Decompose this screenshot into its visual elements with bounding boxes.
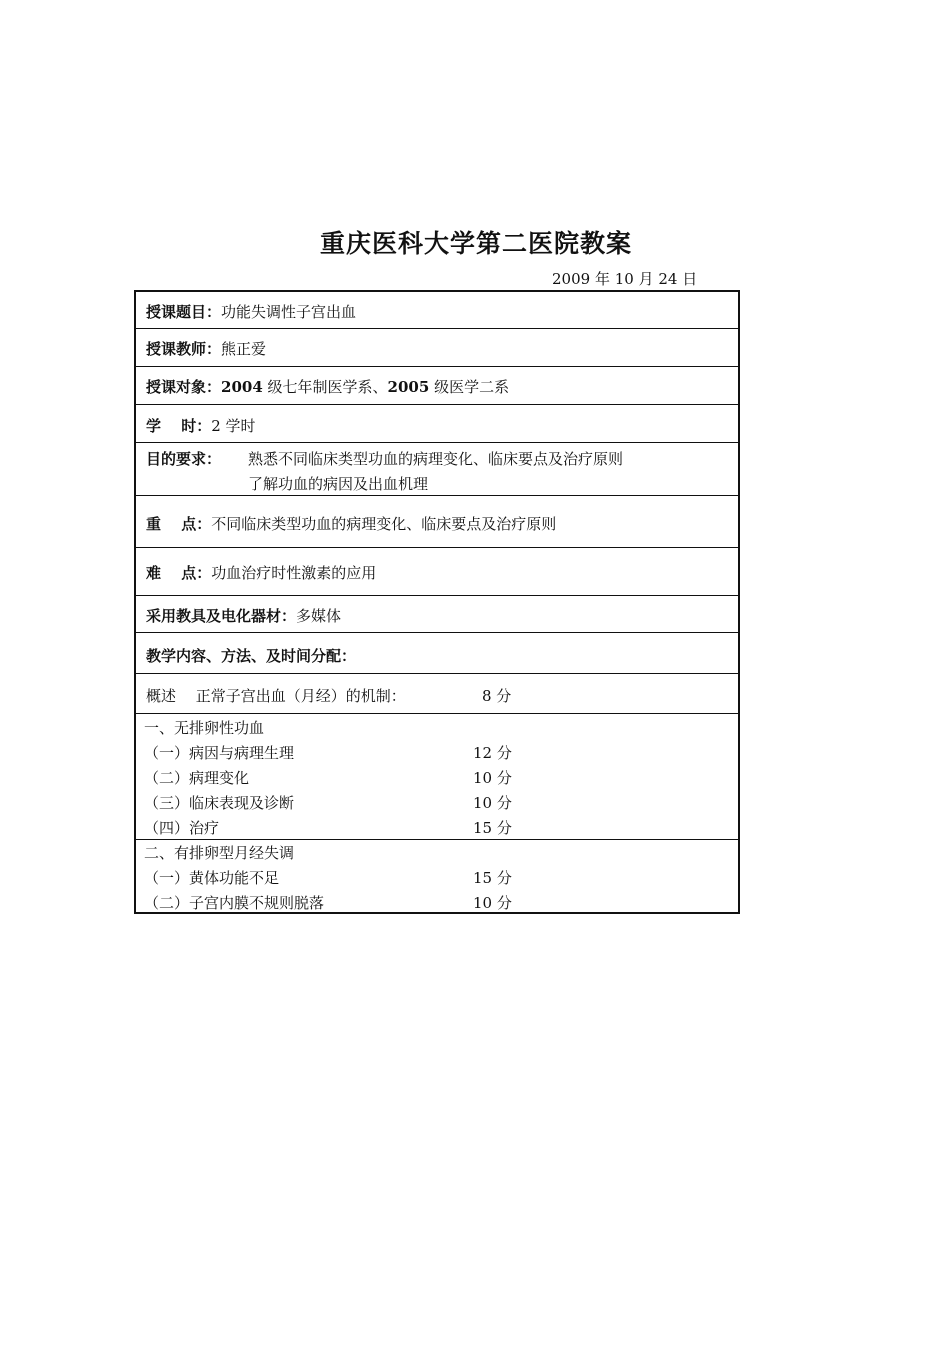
overview-text: 概述 正常子宫出血（月经）的机制：: [146, 687, 406, 705]
tools-value: 多媒体: [296, 607, 342, 625]
key-points-label: 重 点：: [146, 515, 212, 533]
row-tools: [136, 596, 738, 633]
key-points-value: 不同临床类型功血的病理变化、临床要点及治疗原则: [211, 515, 557, 533]
difficult-points-value: 功血治疗时性激素的应用: [211, 564, 377, 582]
row-section1: [136, 714, 738, 840]
section1-item-time: 15 分: [473, 819, 512, 837]
hours-label: 学 时：: [146, 417, 212, 435]
section2-item-time: 10 分: [473, 894, 512, 912]
section2-item-time: 15 分: [473, 869, 512, 887]
audience-year-2005: 2005: [387, 378, 430, 396]
section1-item-time: 12 分: [473, 744, 512, 762]
audience-label: 授课对象：: [146, 378, 222, 396]
row-objectives: [136, 443, 738, 496]
row-overview: [136, 674, 738, 714]
teacher-value: 熊正爱: [221, 340, 267, 358]
section1-title: 一、无排卵性功血: [144, 719, 265, 737]
overview-time: 8 分: [482, 687, 512, 705]
objectives-label: 目的要求：: [146, 450, 222, 468]
section1-item-text: （三）临床表现及诊断: [144, 794, 295, 812]
difficult-points-label: 难 点：: [146, 564, 212, 582]
section1-item-time: 10 分: [473, 769, 512, 787]
section1-item-time: 10 分: [473, 794, 512, 812]
topic-label: 授课题目：: [146, 303, 222, 321]
topic-value: 功能失调性子宫出血: [221, 303, 357, 321]
row-topic: [136, 292, 738, 329]
row-hours: [136, 405, 738, 443]
teacher-label: 授课教师：: [146, 340, 222, 358]
content-header-label: 教学内容、方法、及时间分配：: [146, 647, 357, 665]
objectives-line1: 熟悉不同临床类型功血的病理变化、临床要点及治疗原则: [248, 450, 624, 468]
objectives-line2: 了解功血的病因及出血机理: [248, 475, 429, 493]
audience-year-2004: 2004: [221, 378, 263, 396]
row-difficult-points: [136, 548, 738, 596]
section2-item-text: （二）子宫内膜不规则脱落: [144, 894, 325, 912]
row-content-header: [136, 633, 738, 674]
row-teacher: [136, 329, 738, 367]
hours-value: 2 学时: [211, 417, 256, 435]
section1-item-text: （四）治疗: [144, 819, 220, 837]
tools-label: 采用教具及电化器材：: [146, 607, 297, 625]
document-title: 重庆医科大学第二医院教案: [319, 229, 632, 258]
row-key-points: [136, 496, 738, 548]
row-audience: [136, 367, 738, 405]
section2-title: 二、有排卵型月经失调: [144, 844, 295, 862]
row-section2: [136, 840, 738, 914]
audience-part1: 级七年制医学系、: [262, 378, 388, 396]
section1-item-text: （一）病因与病理生理: [144, 744, 295, 762]
section2-item-text: （一）黄体功能不足: [144, 869, 280, 887]
section1-item-text: （二）病理变化: [144, 769, 250, 787]
audience-part2: 级医学二系: [429, 378, 510, 396]
lesson-plan-table: [134, 290, 740, 914]
document-date: 2009 年 10 月 24 日: [552, 270, 698, 288]
